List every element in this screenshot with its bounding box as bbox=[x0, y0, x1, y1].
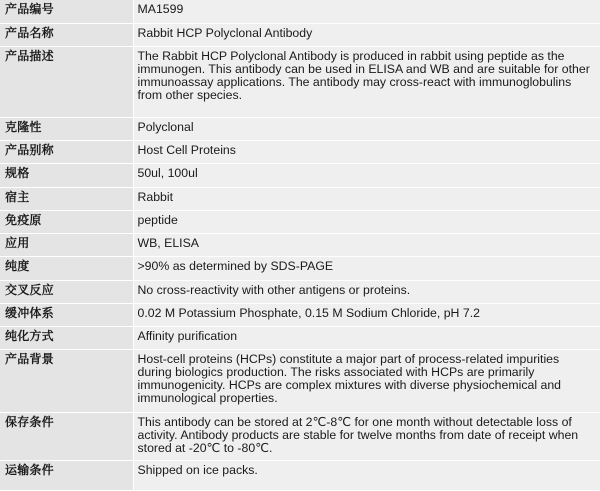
row-value: Affinity purification bbox=[133, 327, 600, 350]
row-value: No cross-reactivity with other antigens or proteins. bbox=[133, 280, 600, 303]
row-value: Host Cell Proteins bbox=[133, 141, 600, 164]
row-purification bbox=[0, 327, 600, 350]
row-alias bbox=[0, 141, 600, 164]
row-value: Host-cell proteins (HCPs) constitute a major part of process-related impurities during biologics production. The risks associated with HCPs are primarily immunogenicity. HCPs are complex mixtures with diverse physiochemical and immunological properties. bbox=[133, 350, 600, 413]
row-value: Polyclonal bbox=[133, 117, 600, 140]
row-product-number bbox=[0, 0, 600, 23]
row-value: Rabbit bbox=[133, 187, 600, 210]
row-value: The Rabbit HCP Polyclonal Antibody is produced in rabbit using peptide as the immunogen. This antibody can be used in ELISA and WB and are suitable for other immunoassay applications. The antibody may cross-react with immunoglobulins from other species. bbox=[133, 47, 600, 118]
row-cross-reactivity bbox=[0, 280, 600, 303]
row-label: 宿主 bbox=[0, 187, 133, 210]
row-value: 0.02 M Potassium Phosphate, 0.15 M Sodium Chloride, pH 7.2 bbox=[133, 303, 600, 326]
row-value: Shipped on ice packs. bbox=[133, 460, 600, 491]
row-value: peptide bbox=[133, 210, 600, 233]
row-value: 50ul, 100ul bbox=[133, 164, 600, 187]
row-label: 缓冲体系 bbox=[0, 303, 133, 326]
row-label: 运输条件 bbox=[0, 460, 133, 491]
row-background bbox=[0, 350, 600, 413]
row-host bbox=[0, 187, 600, 210]
row-product-description bbox=[0, 47, 600, 118]
row-label: 免疫原 bbox=[0, 210, 133, 233]
row-label: 纯度 bbox=[0, 257, 133, 280]
row-label: 产品名称 bbox=[0, 23, 133, 46]
row-clonality bbox=[0, 117, 600, 140]
row-value: MA1599 bbox=[133, 0, 600, 23]
row-label: 产品编号 bbox=[0, 0, 133, 23]
row-label: 产品别称 bbox=[0, 141, 133, 164]
row-storage bbox=[0, 412, 600, 460]
row-value: WB, ELISA bbox=[133, 234, 600, 257]
row-size bbox=[0, 164, 600, 187]
row-buffer bbox=[0, 303, 600, 326]
row-label: 保存条件 bbox=[0, 412, 133, 460]
row-immunogen bbox=[0, 210, 600, 233]
row-product-name bbox=[0, 23, 600, 46]
row-value: >90% as determined by SDS-PAGE bbox=[133, 257, 600, 280]
row-label: 规格 bbox=[0, 164, 133, 187]
row-value: This antibody can be stored at 2℃-8℃ for one month without detectable loss of activity. Antibody products are stable for twelve months from date of receipt when stored at -20℃ to -80℃. bbox=[133, 412, 600, 460]
row-application bbox=[0, 234, 600, 257]
row-label: 应用 bbox=[0, 234, 133, 257]
row-value: Rabbit HCP Polyclonal Antibody bbox=[133, 23, 600, 46]
row-label: 克隆性 bbox=[0, 117, 133, 140]
row-label: 产品描述 bbox=[0, 47, 133, 118]
row-label: 交叉反应 bbox=[0, 280, 133, 303]
row-label: 产品背景 bbox=[0, 350, 133, 413]
row-shipping bbox=[0, 460, 600, 491]
row-label: 纯化方式 bbox=[0, 327, 133, 350]
row-purity bbox=[0, 257, 600, 280]
